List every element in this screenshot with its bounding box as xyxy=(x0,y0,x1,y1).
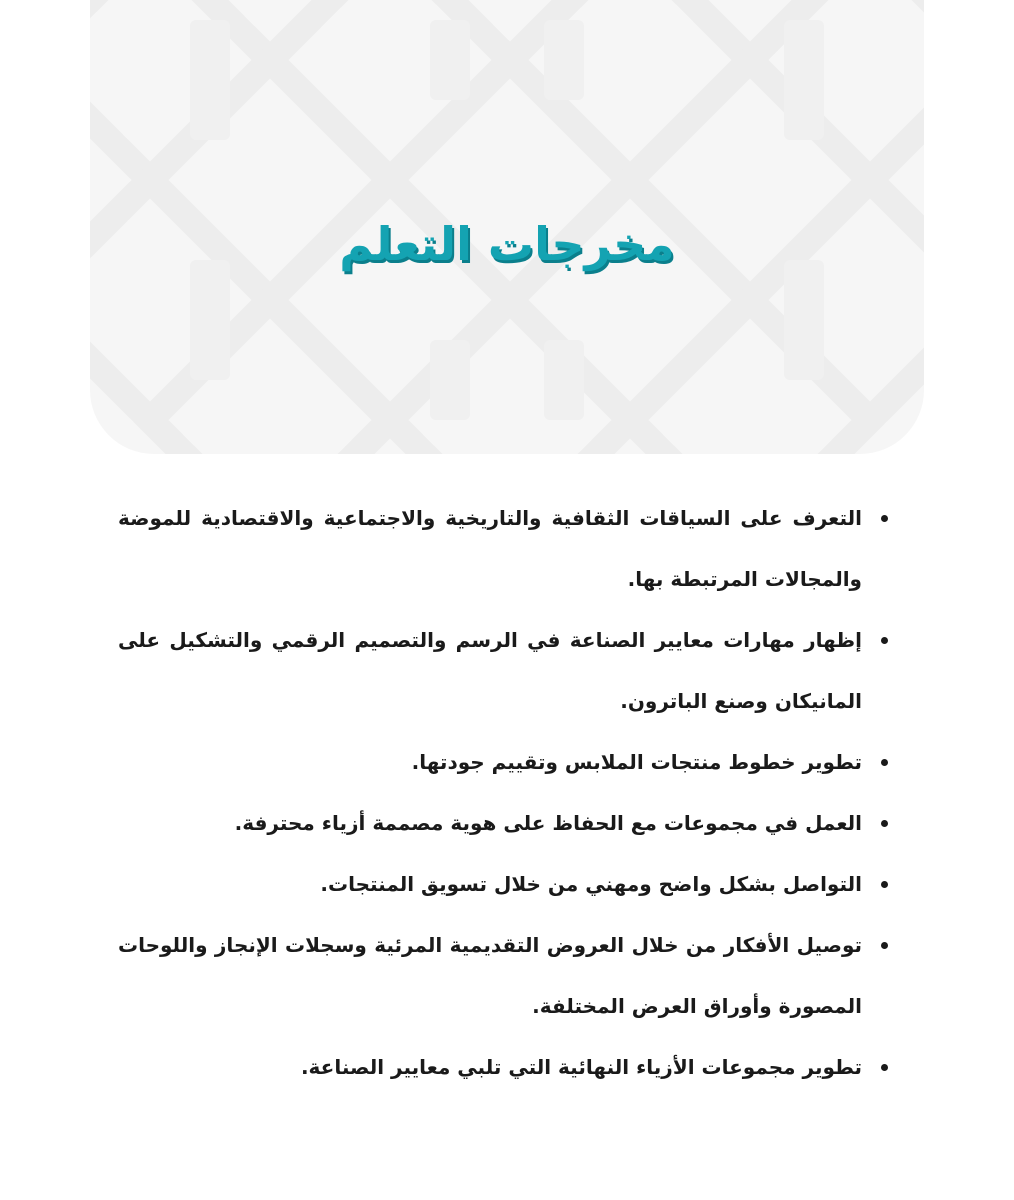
page-title: مخرجات التعلم xyxy=(339,217,675,271)
list-item: تطوير خطوط منتجات الملابس وتقييم جودتها. xyxy=(118,732,894,793)
list-item: إظهار مهارات معايير الصناعة في الرسم والتصميم الرقمي والتشكيل على المانيكان وصنع الباترون. xyxy=(118,610,894,732)
list-item: تطوير مجموعات الأزياء النهائية التي تلبي معايير الصناعة. xyxy=(118,1037,894,1098)
list-item: العمل في مجموعات مع الحفاظ على هوية مصممة أزياء محترفة. xyxy=(118,793,894,854)
list-item: توصيل الأفكار من خلال العروض التقديمية المرئية وسجلات الإنجاز واللوحات المصورة وأوراق العرض المختلفة. xyxy=(118,915,894,1037)
learning-outcomes-list xyxy=(118,488,894,1098)
list-item: التواصل بشكل واضح ومهني من خلال تسويق المنتجات. xyxy=(118,854,894,915)
list-item: التعرف على السياقات الثقافية والتاريخية والاجتماعية والاقتصادية للموضة والمجالات المرتبطة بها. xyxy=(118,488,894,610)
header-panel xyxy=(90,0,924,454)
